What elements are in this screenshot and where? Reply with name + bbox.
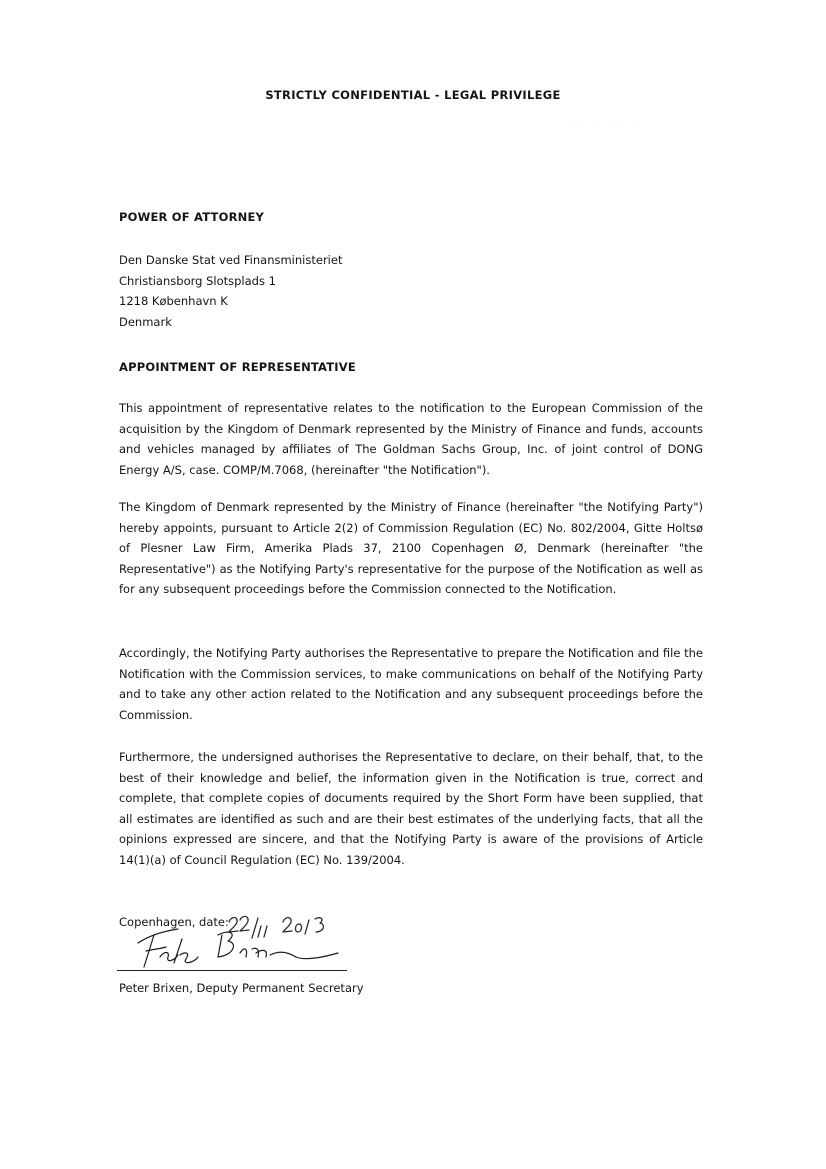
confidentiality-label: STRICTLY CONFIDENTIAL - LEGAL PRIVILEGE [265, 88, 561, 102]
signature-line [117, 970, 347, 971]
paragraph-authorisation: Accordingly, the Notifying Party authorises the Representative to prepare the Notification and file the Notification with the Commission services, to make communications on behalf of the Notifying Party and to take any other action related to the Notification and any subsequent proceedings before the Commission. [119, 646, 703, 722]
scan-artifact: · . · · . · [570, 118, 639, 126]
section-heading: APPOINTMENT OF REPRESENTATIVE [119, 360, 356, 374]
address-line: Den Danske Stat ved Finansministeriet [119, 253, 343, 267]
addressee-block [119, 250, 703, 332]
paragraph-scope: This appointment of representative relates to the notification to the European Commission of the acquisition by the Kingdom of Denmark represented by the Ministry of Finance and funds, accounts and vehicles managed by affiliates of The Goldman Sachs Group, Inc. of joint control of DONG Energy A/S, case. COMP/M.7068, (hereinafter "the Notification"). [119, 401, 703, 477]
signature-image [110, 905, 370, 975]
paragraph-declaration: Furthermore, the undersigned authorises the Representative to declare, on their behalf, that, to the best of their knowledge and belief, the information given in the Notification is true, correct and complete, that complete copies of documents required by the Short Form have been supplied, that all estimates are identified as such and are their best estimates of the underlying facts, that all the opinions expressed are sincere, and that the Notifying Party is aware of the provisions of Article 14(1)(a) of Council Regulation (EC) No. 139/2004. [119, 750, 703, 867]
address-line: 1218 København K [119, 294, 228, 309]
address-line: Denmark [119, 314, 172, 329]
paragraph-appointment: The Kingdom of Denmark represented by the Ministry of Finance (hereinafter "the Notifying Party") hereby appoints, pursuant to Article 2(2) of Commission Regulation (EC) No. 802/2004, Gitte Holtsø of Plesner Law Firm, Amerika Plads 37, 2100 Copenhagen Ø, Denmark (hereinafter "the Representative") as the Notifying Party's representative for the purpose of the Notification as well as for any subsequent proceedings before the Commission connected to the Notification. [119, 500, 703, 597]
address-line: Christiansborg Slotsplads 1 [119, 273, 276, 288]
signatory-name: Peter Brixen, Deputy Permanent Secretary [119, 981, 364, 995]
confidentiality-header [0, 88, 826, 102]
place-date-label: Copenhagen, date: [119, 915, 229, 929]
document-title: POWER OF ATTORNEY [119, 210, 265, 224]
